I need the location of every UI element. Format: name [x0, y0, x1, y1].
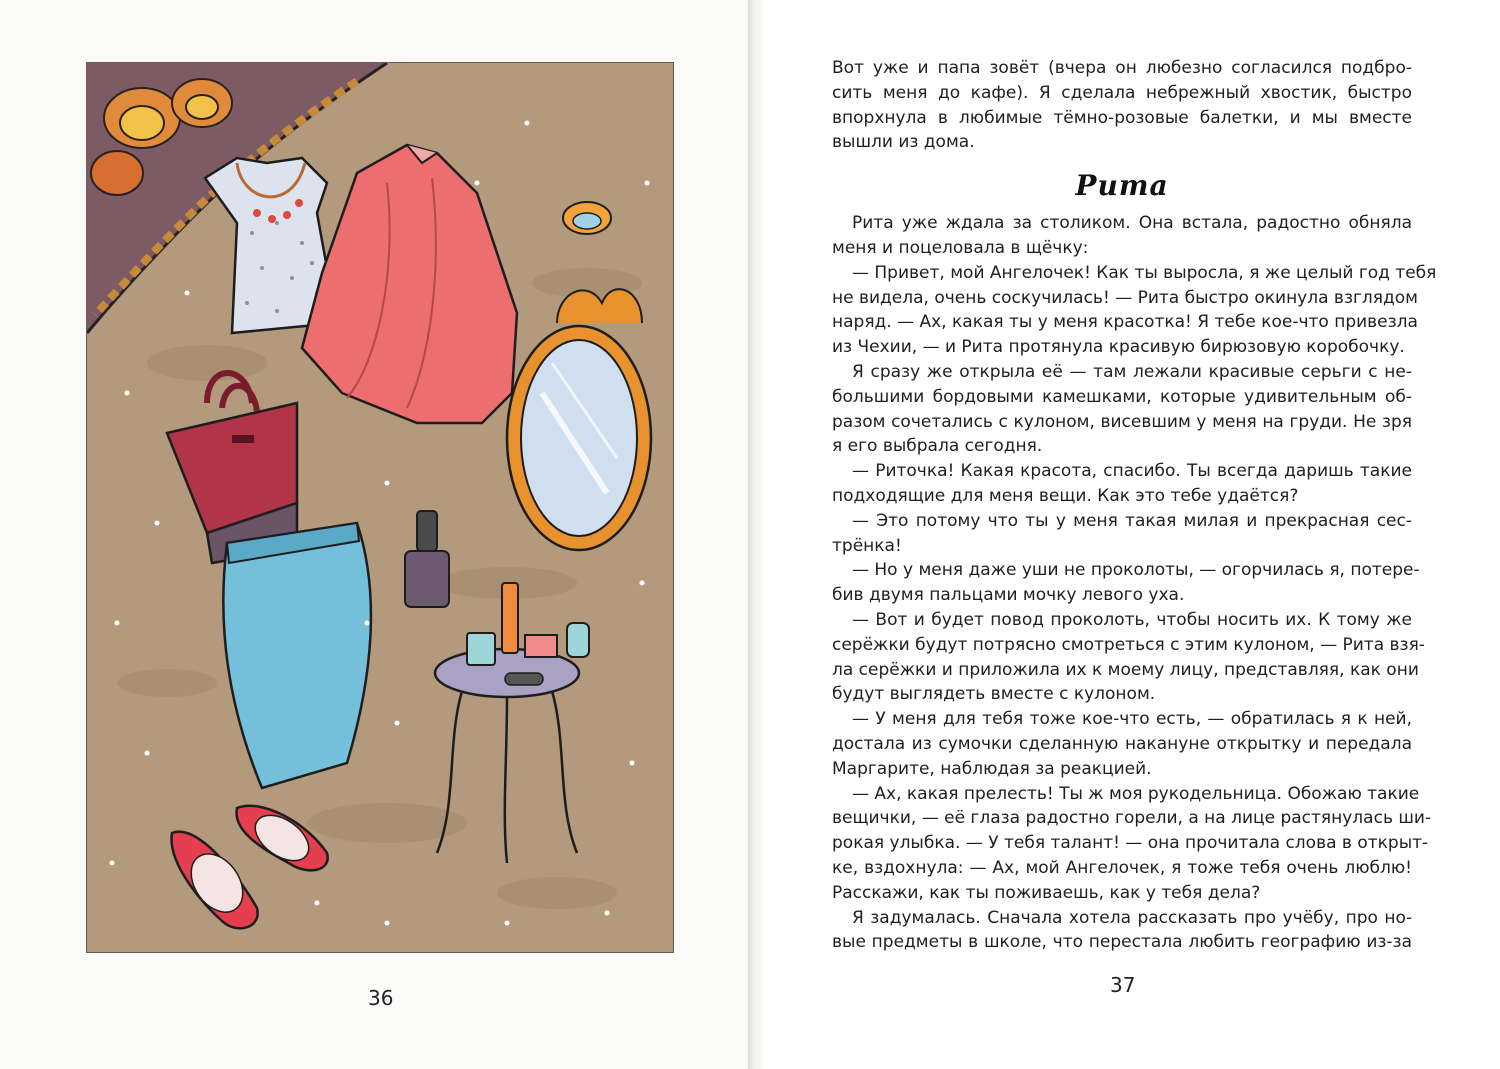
- text-line: ке, вздохнула: — Ах, мой Ангелочек, я тоже тебя очень люблю!: [832, 857, 1412, 878]
- text-line: вещички, — её глаза радостно горели, а на лице растянулась ши-: [832, 808, 1432, 829]
- text-line: наряд. — Ах, какая ты у меня красотка! Я тебе кое-что привезла: [832, 312, 1418, 333]
- text-line: — Ах, какая прелесть! Ты ж моя рукодельница. Обожаю такие: [852, 783, 1420, 804]
- text-line: будут выглядеть вместе с кулоном.: [832, 684, 1156, 705]
- text-line: Я задумалась. Сначала хотела рассказать про учёбу, про но-: [852, 907, 1412, 928]
- text-line: трёнка!: [832, 535, 902, 556]
- text-line: сить меня до кафе). Я сделала небрежный хвостик, быстро: [832, 82, 1412, 103]
- text-line: Вот уже и папа зовёт (вчера он любезно согласился подбро-: [832, 58, 1412, 78]
- text-line: бив двумя пальцами мочку левого уха.: [832, 585, 1185, 606]
- text-line: я его выбрала сегодня.: [832, 436, 1043, 457]
- text-line: — Это потому что ты у меня такая милая и прекрасная сес-: [852, 510, 1412, 531]
- text-line: Рита уже ждала за столиком. Она встала, радостно обняла: [852, 213, 1412, 234]
- text-line: рокая улыбка. — У тебя талант! — она прочитала слова в открыт-: [832, 833, 1429, 854]
- text-line: из Чехии, — и Рита протянула красивую бирюзовую коробочку.: [832, 337, 1405, 358]
- bracelet: [563, 202, 611, 234]
- text-line: Маргарите, наблюдая за реакцией.: [832, 758, 1152, 779]
- book-gutter: [748, 0, 763, 1069]
- text-line: впорхнула в любимые тёмно-розовые балетки, и мы вместе: [832, 107, 1412, 128]
- text-line: вые предметы в школе, что перестала любить географию из-за: [832, 932, 1412, 953]
- chapter-heading: Рита: [1075, 169, 1169, 203]
- text-line: Расскажи, как ты поживаешь, как у тебя дела?: [832, 882, 1261, 903]
- text-line: не видела, очень соскучилась! — Рита быстро окинула взглядом: [832, 287, 1418, 308]
- text-line: — Риточка! Какая красота, спасибо. Ты всегда даришь такие: [852, 461, 1412, 482]
- text-line: — У меня для тебя тоже кое-что есть, — обратилась я к ней,: [852, 709, 1412, 730]
- page-text: [832, 56, 1437, 955]
- text-line: серёжки будут потрясно смотреться с этим кулоном, — Рита взя-: [832, 634, 1425, 655]
- text-line: Я сразу же открыла её — там лежали красивые серьги с не-: [852, 361, 1412, 382]
- text-line: вышли из дома.: [832, 132, 975, 153]
- text-line: — Привет, мой Ангелочек! Как ты выросла, я же целый год тебя: [852, 262, 1437, 283]
- text-line: — Но у меня даже уши не проколоты, — огорчилась я, потере-: [852, 560, 1420, 581]
- page-number-left: 36: [368, 986, 394, 1010]
- page-number-right: 37: [1110, 973, 1136, 997]
- text-line: разом сочетались с кулоном, висевшим у меня на груди. Не зря: [832, 411, 1412, 432]
- text-line: — Вот и будет повод проколоть, чтобы носить их. К тому же: [852, 609, 1412, 630]
- text-line: подходящие для меня вещи. Как это тебе удаётся?: [832, 485, 1299, 506]
- text-line: большими бордовыми камешками, которые удивительным об-: [832, 386, 1412, 407]
- text-line: ла серёжки и приложила их к моему лицу, представляя, как они: [832, 659, 1419, 680]
- text-line: меня и поцеловала в щёчку:: [832, 237, 1089, 258]
- fashion-illustration: [86, 62, 674, 953]
- text-line: достала из сумочки сделанную накануне открытку и передала: [832, 733, 1412, 754]
- illustration-artwork: [87, 63, 673, 952]
- left-page: [0, 0, 748, 1069]
